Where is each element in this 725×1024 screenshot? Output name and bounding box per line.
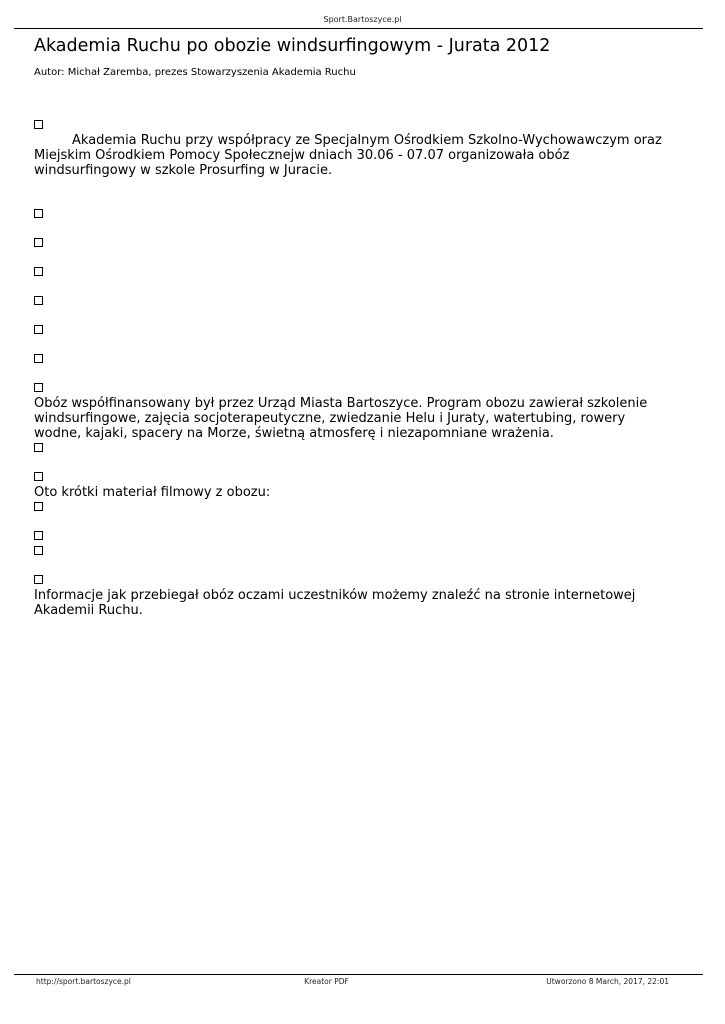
paragraph-video: Oto krótki materiał filmowy z obozu: xyxy=(34,485,271,500)
missing-video-icon xyxy=(34,502,43,511)
article-author: Autor: Michał Zaremba, prezes Stowarzyszenia Akademia Ruchu xyxy=(34,67,356,78)
missing-image-icon xyxy=(34,443,43,452)
article-title: Akademia Ruchu po obozie windsurfingowym - Jurata 2012 xyxy=(34,36,551,56)
missing-image-icon xyxy=(34,209,43,218)
placeholder-row xyxy=(34,294,674,323)
missing-image-icon xyxy=(34,325,43,334)
footer-created-date: Utworzono 8 March, 2017, 22:01 xyxy=(546,977,669,986)
missing-image-icon xyxy=(34,238,43,247)
placeholder-row xyxy=(34,236,674,265)
missing-image-icon xyxy=(34,575,43,584)
missing-image-icon xyxy=(34,383,43,392)
placeholder-row xyxy=(34,470,674,485)
placeholder-row xyxy=(34,323,674,352)
missing-image-icon xyxy=(34,296,43,305)
placeholder-row xyxy=(34,573,674,588)
missing-image-icon xyxy=(34,354,43,363)
placeholder-row xyxy=(34,352,674,381)
missing-image-icon xyxy=(34,531,43,540)
paragraph-funding: Obóz współfinansowany był przez Urząd Miasta Bartoszyce. Program obozu zawierał szkolenie windsurfingowe, zajęcia socjoterapeutyczne, zwiedzanie Helu i Juraty, watertubing, rowery wodne, kajaki, spacery na Morze, świetną atmosferę i niezapomniane wrażenia. xyxy=(34,396,648,441)
video-placeholder xyxy=(34,500,674,515)
paragraph-intro: Akademia Ruchu przy współpracy ze Specjalnym Ośrodkiem Szkolno-Wychowawczym oraz Miejskim Ośrodkiem Pomocy Społecznejw dniach 30.06 - 07.07 organizowała obóz windsurfingowy w szkole Prosurfing w Juracie. xyxy=(34,133,662,178)
placeholder-row xyxy=(34,381,674,396)
header-divider xyxy=(14,28,703,29)
footer-divider xyxy=(14,974,703,975)
placeholder-row xyxy=(34,441,674,456)
missing-image-icon xyxy=(34,546,43,555)
footer-creator: Kreator PDF xyxy=(304,977,349,986)
missing-image-icon xyxy=(34,472,43,481)
placeholder-row xyxy=(34,207,674,236)
paragraph-info: Informacje jak przebiegał obóz oczami uczestników możemy znaleźć na stronie internetowej Akademii Ruchu. xyxy=(34,588,636,618)
footer-url[interactable]: http://sport.bartoszyce.pl xyxy=(36,977,131,986)
missing-image-icon xyxy=(34,267,43,276)
placeholder-row xyxy=(34,544,674,559)
site-header: Sport.Bartoszyce.pl xyxy=(323,15,402,24)
placeholder-row xyxy=(34,118,674,133)
placeholder-row xyxy=(34,265,674,294)
placeholder-row xyxy=(34,529,674,544)
missing-image-icon xyxy=(34,120,43,129)
article-body xyxy=(34,118,674,618)
